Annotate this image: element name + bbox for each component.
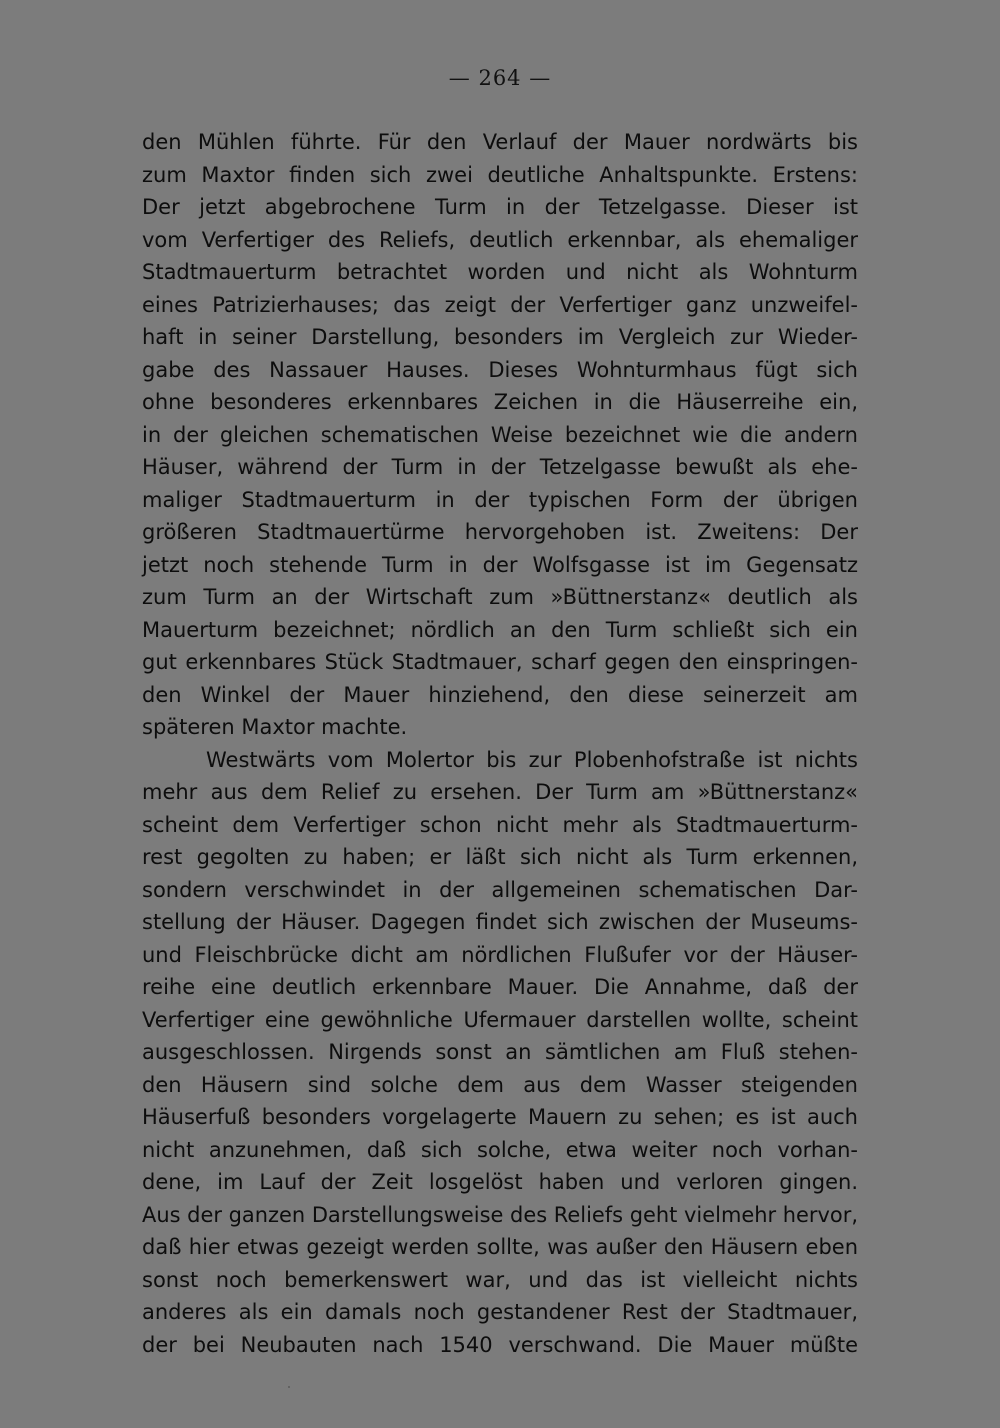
text-line: den Winkel der Mauer hinziehend, den diese seinerzeit am (142, 682, 858, 707)
text-line: sondern verschwindet in der allgemeinen schematischen Dar- (142, 877, 858, 902)
body-text (142, 126, 858, 1361)
text-line: vom Verfertiger des Reliefs, deutlich erkennbar, als ehemaliger (142, 227, 858, 252)
text-line: den Häusern sind solche dem aus dem Wasser steigenden (142, 1072, 858, 1097)
text-line: nicht anzunehmen, daß sich solche, etwa weiter noch vorhan- (142, 1137, 858, 1162)
text-line: reihe eine deutlich erkennbare Mauer. Die Annahme, daß der (142, 975, 858, 999)
text-line: Verfertiger eine gewöhnliche Ufermauer darstellen wollte, scheint (142, 1007, 858, 1032)
page-number-header: — 264 — (448, 66, 552, 90)
text-line: eines Patrizierhauses; das zeigt der Verfertiger ganz unzweifel- (142, 292, 858, 317)
text-line: jetzt noch stehende Turm in der Wolfsgasse ist im Gegensatz (142, 552, 858, 577)
text-line: rest gegolten zu haben; er läßt sich nicht als Turm erkennen, (142, 845, 858, 869)
text-line: Der jetzt abgebrochene Turm in der Tetzelgasse. Dieser ist (142, 195, 858, 219)
text-line: haft in seiner Darstellung, besonders im Vergleich zur Wieder- (142, 325, 858, 349)
text-line: Häuser, während der Turm in der Tetzelgasse bewußt als ehe- (142, 455, 858, 479)
text-line: zum Maxtor finden sich zwei deutliche Anhaltspunkte. Erstens: (142, 162, 858, 187)
text-line: in der gleichen schematischen Weise bezeichnet wie die andern (142, 422, 858, 447)
text-line: anderes als ein damals noch gestandener Rest der Stadtmauer, (142, 1300, 858, 1324)
text-line: den Mühlen führte. Für den Verlauf der Mauer nordwärts bis (142, 130, 858, 154)
text-line: mehr aus dem Relief zu ersehen. Der Turm am »Büttnerstanz« (142, 780, 858, 804)
text-line: und Fleischbrücke dicht am nördlichen Flußufer vor der Häuser- (142, 942, 858, 967)
scan-speck (288, 1386, 290, 1388)
text-line: gabe des Nassauer Hauses. Dieses Wohnturmhaus fügt sich (142, 357, 858, 382)
text-line: dene, im Lauf der Zeit losgelöst haben und verloren gingen. (142, 1170, 858, 1194)
paragraph-start-line: Westwärts vom Molertor bis zur Plobenhofstraße ist nichts (206, 747, 858, 772)
text-line: Häuserfuß besonders vorgelagerte Mauern zu sehen; es ist auch (142, 1105, 858, 1129)
text-line: Mauerturm bezeichnet; nördlich an den Turm schließt sich ein (142, 617, 858, 642)
text-line: der bei Neubauten nach 1540 verschwand. Die Mauer müßte (142, 1332, 858, 1357)
text-line: ohne besonderes erkennbares Zeichen in die Häuserreihe ein, (142, 390, 858, 414)
text-line: ausgeschlossen. Nirgends sonst an sämtlichen am Fluß stehen- (142, 1040, 858, 1064)
text-line: zum Turm an der Wirtschaft zum »Büttnerstanz« deutlich als (142, 585, 858, 609)
text-line: gut erkennbares Stück Stadtmauer, scharf gegen den einspringen- (142, 650, 858, 674)
text-line: sonst noch bemerkenswert war, und das ist vielleicht nichts (142, 1267, 858, 1292)
paragraph-end-line: späteren Maxtor machte. (142, 715, 408, 739)
text-line: scheint dem Verfertiger schon nicht mehr als Stadtmauerturm- (142, 812, 858, 837)
text-line: daß hier etwas gezeigt werden sollte, was außer den Häusern eben (142, 1235, 858, 1259)
text-line: maliger Stadtmauerturm in der typischen Form der übrigen (142, 487, 858, 512)
text-line: Aus der ganzen Darstellungsweise des Reliefs geht vielmehr hervor, (142, 1202, 858, 1227)
text-line: stellung der Häuser. Dagegen findet sich zwischen der Museums- (142, 910, 858, 934)
text-line: Stadtmauerturm betrachtet worden und nicht als Wohnturm (142, 260, 858, 284)
text-line: größeren Stadtmauertürme hervorgehoben ist. Zweitens: Der (142, 520, 858, 544)
